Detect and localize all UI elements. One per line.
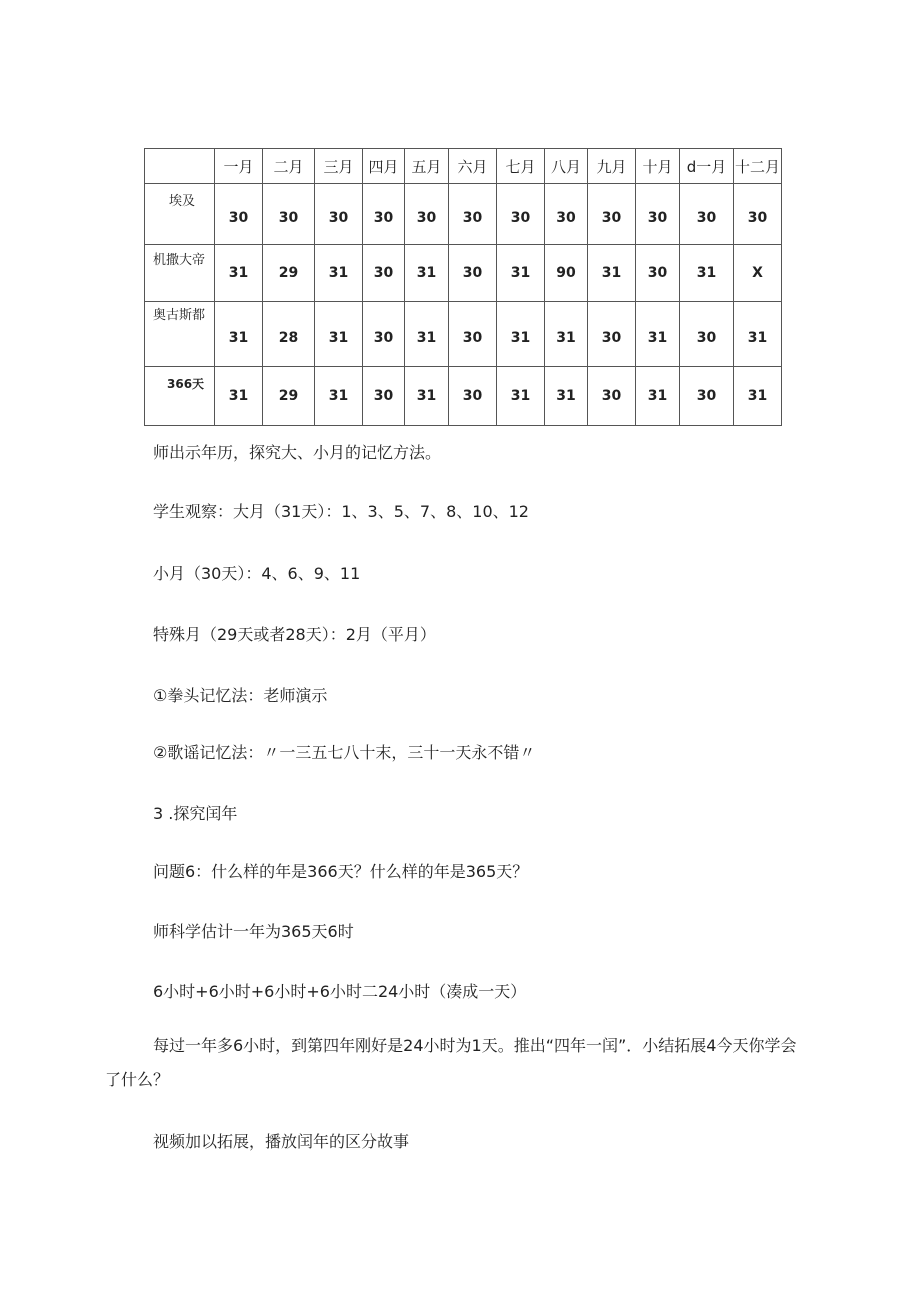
table-cell: 30 [497,184,545,245]
table-cell: 31 [636,302,680,367]
table-cell: 30 [363,302,405,367]
section-heading: 3 .探究闰年 [153,804,238,823]
table-cell: 31 [497,302,545,367]
table-cell: 31 [545,367,588,426]
month-header: 十月 [636,149,680,184]
table-cell: 28 [263,302,315,367]
table-cell: 31 [588,245,636,302]
month-header: d一月 [680,149,734,184]
table-cell: 29 [263,245,315,302]
table-row [145,302,782,367]
table-cell: 29 [263,367,315,426]
calendar-comparison-table [144,148,782,426]
table-cell: 30 [363,367,405,426]
table-cell: 30 [588,367,636,426]
table-cell: 31 [497,367,545,426]
table-cell: 31 [636,367,680,426]
table-cell: 31 [405,245,449,302]
table-cell: 31 [315,367,363,426]
table-cell: 30 [449,367,497,426]
table-cell: 31 [215,302,263,367]
paragraph: 师科学估计一年为365天6时 [153,922,354,941]
table-row [145,367,782,426]
row-label: 机撒大帝 [145,245,215,302]
table-cell: 30 [588,302,636,367]
paragraph: ①拳头记忆法：老师演示 [153,686,328,705]
table-cell: 30 [680,184,734,245]
table-cell: 30 [680,302,734,367]
paragraph: 小月（30天）：4、6、9、11 [153,564,361,583]
table-cell: 31 [405,302,449,367]
table-cell: 30 [449,245,497,302]
table-cell: 31 [405,367,449,426]
table-cell: 30 [363,184,405,245]
table-cell: 31 [734,302,782,367]
month-header: 四月 [363,149,405,184]
table-cell: X [734,245,782,302]
row-label: 366天 [145,367,215,426]
table-cell: 30 [545,184,588,245]
table-cell: 31 [215,367,263,426]
table-cell: 31 [315,245,363,302]
month-header: 七月 [497,149,545,184]
table-cell: 31 [497,245,545,302]
table-cell: 30 [734,184,782,245]
row-label: 奥古斯都 [145,302,215,367]
table-cell: 31 [734,367,782,426]
paragraph: ②歌谣记忆法：〃一三五七八十末，三十一天永不错〃 [153,743,536,762]
table-cell: 30 [636,184,680,245]
table-row [145,245,782,302]
month-header: 十二月 [734,149,782,184]
table-cell: 30 [215,184,263,245]
table-cell: 31 [680,245,734,302]
table-cell: 31 [315,302,363,367]
table-cell: 30 [588,184,636,245]
table-cell: 31 [215,245,263,302]
month-header: 八月 [545,149,588,184]
month-header: 六月 [449,149,497,184]
paragraph: 学生观察：大月（31天）：1、3、5、7、8、10、12 [153,502,529,521]
table-cell: 30 [363,245,405,302]
table-cell: 30 [636,245,680,302]
table-cell: 30 [680,367,734,426]
row-label: 埃及 [145,184,215,245]
table-cell: 30 [263,184,315,245]
month-header: 一月 [215,149,263,184]
table-cell: 30 [449,302,497,367]
table-cell: 90 [545,245,588,302]
paragraph: 师出示年历，探究大、小月的记忆方法。 [153,443,442,462]
month-header: 三月 [315,149,363,184]
table-row [145,184,782,245]
paragraph: 特殊月（29天或者28天）：2月（平月） [153,625,436,644]
corner-cell [145,149,215,184]
table-cell: 31 [545,302,588,367]
paragraph: 每过一年多6小时，到第四年刚好是24小时为1天。推出“四年一闰”．小结拓展4今天你学会了什么？ [105,1036,797,1089]
month-header: 九月 [588,149,636,184]
table-header-row [145,149,782,184]
month-header: 五月 [405,149,449,184]
table-cell: 30 [405,184,449,245]
table-cell: 30 [449,184,497,245]
paragraph: 6小时+6小时+6小时+6小时二24小时（凑成一天） [153,982,527,1001]
table-cell: 30 [315,184,363,245]
month-header: 二月 [263,149,315,184]
paragraph: 视频加以拓展，播放闰年的区分故事 [153,1132,410,1151]
paragraph: 问题6：什么样的年是366天？什么样的年是365天？ [153,862,529,881]
